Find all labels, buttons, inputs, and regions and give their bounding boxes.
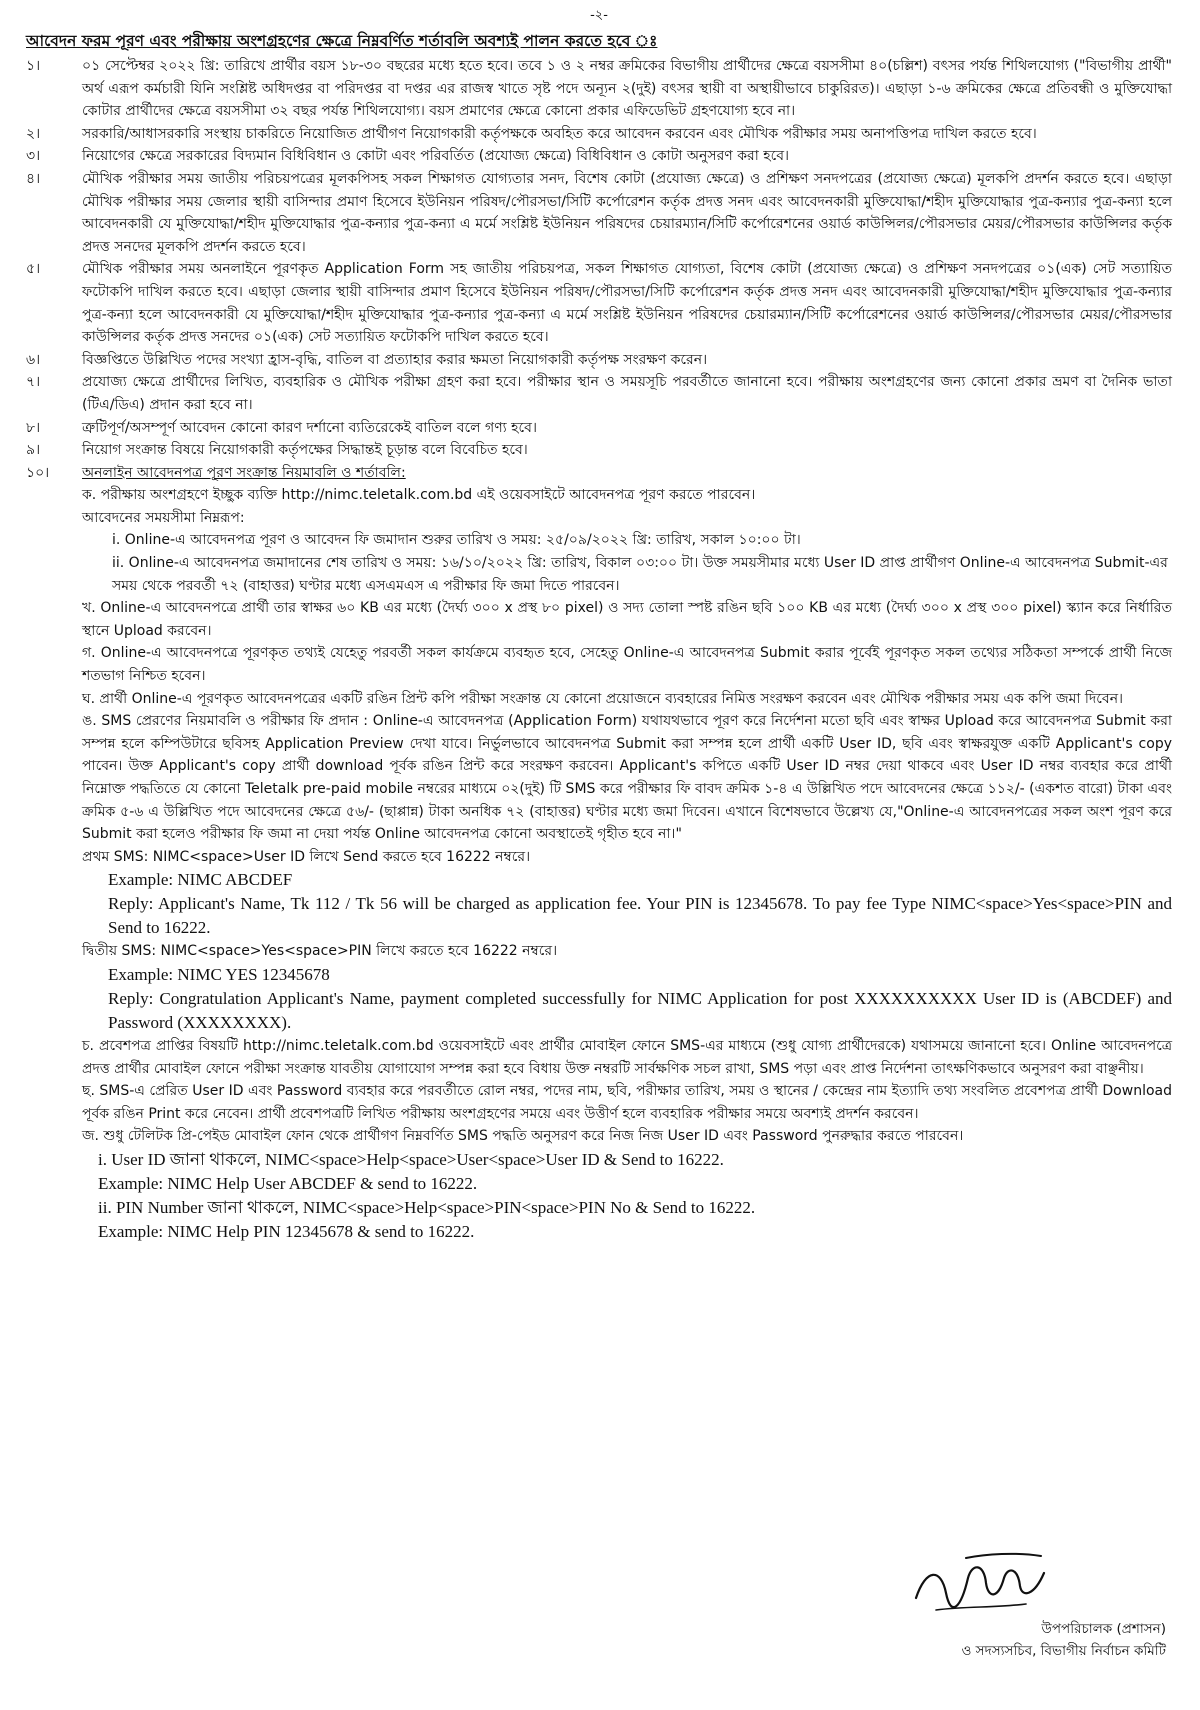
deadline-end: ii. Online-এ আবেদনপত্র জমাদানের শেষ তারিখ ও সময়: ১৬/১০/২০২২ খ্রি: তারিখ, বিকাল ০৩:০০ টা। উক্ত সময়সীমার মধ্যে User ID প্রাপ্ত প্রার্থীগণ Online-এ আবেদনপত্র Submit-এর সময় থেকে পরবর্তী ৭২ (বাহাত্তর) ঘণ্টার মধ্যে এসএমএস এ পরীক্ষার ফি জমা দিতে পারবেন। (112, 555, 1168, 594)
list-item (26, 55, 1172, 123)
rule-gha: ঘ. প্রার্থী Online-এ পূরণকৃত আবেদনপত্রের একটি রঙিন প্রিন্ট কপি পরীক্ষা সংক্রান্ত যে কোনো প্রয়োজনে ব্যবহারের নিমিত্ত সংরক্ষণ করবেন এবং মৌখিক পরীক্ষার সময় এক কপি জমা দিবেন। (82, 690, 1124, 707)
sms-first-reply: Reply: Applicant's Name, Tk 112 / Tk 56 will be charged as application fee. Your PIN is 12345678. To pay fee Type NIMC<space>Yes<space>PIN and Send to 16222. (108, 894, 1172, 938)
deadline-intro: আবেদনের সময়সীমা নিম্নরূপ: (82, 509, 245, 526)
item-text: মৌখিক পরীক্ষার সময় অনলাইনে পূরণকৃত Application Form সহ জাতীয় পরিচয়পত্র, সকল শিক্ষাগত যোগ্যতা, বিশেষ কোটা (প্রযোজ্য ক্ষেত্রে) ও প্রশিক্ষণ সনদপত্রের ০১(এক) সেট সত্যায়িত ফটোকপি দাখিল করতে হবে। এছাড়া জেলার স্থায়ী বাসিন্দার প্রমাণ হিসেবে ইউনিয়ন পরিষদ/পৌরসভা/সিটি কর্পোরেশন কর্তৃক প্রদত্ত সনদ এবং আবেদনকারী মুক্তিযোদ্ধা/শহীদ মুক্তিযোদ্ধার পুত্র-কন্যার পুত্র-কন্যা হলে আবেদনকারী যে মুক্তিযোদ্ধা/শহীদ মুক্তিযোদ্ধার পুত্র-কন্যার পুত্র-কন্যা এ মর্মে সংশ্লিষ্ট ইউনিয়ন পরিষদের চেয়ারম্যান/সিটি কর্পোরেশনের ওয়ার্ড কাউন্সিলর/পৌরসভার মেয়র/পৌরসভার কাউন্সিলর কর্তৃক প্রদত্ত সনদের ০১(এক) সেট সত্যায়িত ফটোকপি দাখিল করতে হবে। (82, 261, 1172, 346)
recover-userid-example: Example: NIMC Help User ABCDEF & send to 16222. (98, 1173, 478, 1193)
list-item (26, 168, 1172, 258)
list-item (26, 417, 1172, 440)
rule-cha: চ. প্রবেশপত্র প্রাপ্তির বিষয়টি http://nimc.teletalk.com.bd ওয়েবসাইটে এবং প্রার্থীর মোবাইল ফোনে SMS-এর মাধ্যমে (শুধু যোগ্য প্রার্থীদেরকে) যথাসময়ে জানানো হবে। Online আবেদনপত্রে প্রদত্ত প্রার্থীর মোবাইল ফোনে পরীক্ষা সংক্রান্ত যাবতীয় যোগাযোগ সম্পন্ন করা হবে বিধায় উক্ত নম্বরটি সার্বক্ষণিক সচল রাখা, SMS পড়া এবং প্রাপ্ত নির্দেশনা তাৎক্ষণিকভাবে অনুসরণ করা বাঞ্ছনীয়। (82, 1037, 1172, 1077)
signatory-title: উপপরিচালক (প্রশাসন) (1041, 1621, 1166, 1637)
list-item (26, 145, 1172, 168)
signature-block (866, 1548, 1166, 1662)
item-text: প্রযোজ্য ক্ষেত্রে প্রার্থীদের লিখিত, ব্যবহারিক ও মৌখিক পরীক্ষা গ্রহণ করা হবে। পরীক্ষার স্থান ও সময়সূচি পরবর্তীতে জানানো হবে। পরীক্ষায় অংশগ্রহণের জন্য কোনো প্রকার ভ্রমণ বা দৈনিক ভাতা (টিএ/ডিএ) প্রদান করা হবে না। (82, 374, 1172, 413)
recover-pin: ii. PIN Number জানা থাকলে, NIMC<space>Help<space>PIN<space>PIN No & Send to 16222. (98, 1197, 756, 1217)
item-number: ১০। (26, 464, 50, 481)
online-rules (26, 484, 1172, 1244)
rule-uo: ঙ. SMS প্রেরণের নিয়মাবলি ও পরীক্ষার ফি প্রদান : Online-এ আবেদনপত্র (Application Form) যথাযথভাবে পূরণ করে নির্দেশনা মতো ছবি এবং স্বাক্ষর Upload করে আবেদনপত্র Submit করা সম্পন্ন হলে কম্পিউটারে ছবিসহ Application Preview দেখা যাবে। নির্ভুলভাবে আবেদনপত্র Submit করা সম্পন্ন হলে প্রার্থী একটি User ID, ছবি এবং স্বাক্ষরযুক্ত একটি Applicant's copy পাবেন। উক্ত Applicant's copy প্রার্থী download পূর্বক রঙিন প্রিন্ট করে সংরক্ষণ করবেন। Applicant's কপিতে একটি User ID নম্বর দেয়া থাকবে এবং User ID নম্বর ব্যবহার করে প্রার্থী নিম্নোক্ত পদ্ধতিতে যে কোনো Teletalk pre-paid mobile নম্বরের মাধ্যমে ০২(দুই) টি SMS করে পরীক্ষার ফি বাবদ ক্রমিক ১-৪ এ উল্লিখিত পদে আবেদনের ক্ষেত্রে ১১২/- (একশত বারো) টাকা এবং ক্রমিক ৫-৬ এ উল্লিখিত পদে আবেদনের ক্ষেত্রে ৫৬/- (ছাপ্পান্ন) টাকা অনধিক ৭২ (বাহাত্তর) ঘণ্টার মধ্যে জমা দিবেন। এখানে বিশেষভাবে উল্লেখ্য যে,"Online-এ আবেদনপত্রের সকল অংশ পূরণ করে Submit করা হলেও পরীক্ষার ফি জমা না দেয়া পর্যন্ত Online আবেদনপত্র কোনো অবস্থাতেই গৃহীত হবে না।" (82, 713, 1172, 843)
rule-ka: ক. পরীক্ষায় অংশগ্রহণে ইচ্ছুক ব্যক্তি http://nimc.teletalk.com.bd এই ওয়েবসাইটে আবেদনপত্র পূরণ করতে পারবেন। (82, 487, 756, 504)
recover-userid: i. User ID জানা থাকলে, NIMC<space>Help<space>User<space>User ID & Send to 16222. (98, 1149, 724, 1169)
item-text: ০১ সেপ্টেম্বর ২০২২ খ্রি: তারিখে প্রার্থীর বয়স ১৮-৩০ বছরের মধ্যে হতে হবে। তবে ১ ও ২ নম্বর ক্রমিকের বিভাগীয় প্রার্থীদের ক্ষেত্রে বয়সসীমা ৪০(চল্লিশ) বৎসর পর্যন্ত শিথিলযোগ্য ("বিভাগীয় প্রার্থী" অর্থ এরূপ কর্মচারী যিনি সংশ্লিষ্ট অধিদপ্তর বা পরিদপ্তর বা দপ্তর এর রাজস্ব খাতে সৃষ্ট পদে অন্যূন ২(দুই) বৎসর স্থায়ী বা অস্থায়ীভাবে চাকুরিরত)। এছাড়া ১-৬ ক্রমিকের ক্ষেত্রে প্রতিবন্ধী ও মুক্তিযোদ্ধা কোটার প্রার্থীদের ক্ষেত্রে বয়সসীমা ৩২ বছর পর্যন্ত শিথিলযোগ্য। বয়স প্রমাণের ক্ষেত্রে কোনো প্রকার এফিডেভিট গ্রহণযোগ্য হবে না। (82, 58, 1172, 120)
sms-second: দ্বিতীয় SMS: NIMC<space>Yes<space>PIN লিখে করতে হবে 16222 নম্বরে। (82, 943, 558, 960)
item-number: ১। (26, 58, 41, 74)
list-item (26, 123, 1172, 146)
conditions-list (26, 55, 1172, 484)
rule-chha: ছ. SMS-এ প্রেরিত User ID এবং Password ব্যবহার করে পরবর্তীতে রোল নম্বর, পদের নাম, ছবি, পরীক্ষার তারিখ, সময় ও স্থানের / কেন্দ্রের নাম ইত্যাদি তথ্য সংবলিত প্রবেশপত্র প্রার্থী Download পূর্বক রঙিন Print করে নেবেন। প্রার্থী প্রবেশপত্রটি লিখিত পরীক্ষায় অংশগ্রহণের সময়ে এবং উত্তীর্ণ হলে ব্যবহারিক পরীক্ষার সময়ে অবশ্যই প্রদর্শন করবেন। (82, 1083, 1172, 1122)
item-number: ৬। (26, 351, 41, 368)
list-item (26, 349, 1172, 372)
list-item (26, 258, 1172, 348)
sms-second-example: Example: NIMC YES 12345678 (108, 964, 330, 984)
deadline-start: i. Online-এ আবেদনপত্র পূরণ ও আবেদন ফি জমাদান শুরুর তারিখ ও সময়: ২৫/০৯/২০২২ খ্রি: তারিখ, সকাল ১০:০০ টা। (112, 532, 801, 549)
item-number: ৫। (26, 261, 41, 278)
item-number: ৮। (26, 419, 41, 436)
list-item (26, 439, 1172, 462)
item-number: ৭। (26, 374, 41, 391)
item-text: ত্রুটিপূর্ণ/অসম্পূর্ণ আবেদন কোনো কারণ দর্শানো ব্যতিরেকেই বাতিল বলে গণ্য হবে। (82, 419, 537, 436)
list-item (26, 371, 1172, 416)
item-text: নিয়োগের ক্ষেত্রে সরকারের বিদ্যমান বিধিবিধান ও কোটা এবং পরিবর্তিত (প্রযোজ্য ক্ষেত্রে) বিধিবিধান ও কোটা অনুসরণ করা হবে। (82, 148, 789, 165)
sms-second-reply: Reply: Congratulation Applicant's Name, payment completed successfully for NIMC Application for post XXXXXXXXXX User ID is (ABCDEF) and Password (XXXXXXXX). (108, 988, 1172, 1032)
page-number: -২- (590, 8, 608, 23)
item-text: নিয়োগ সংক্রান্ত বিষয়ে নিয়োগকারী কর্তৃপক্ষের সিদ্ধান্তই চূড়ান্ত বলে বিবেচিত হবে। (82, 442, 528, 459)
recover-pin-example: Example: NIMC Help PIN 12345678 & send to 16222. (98, 1221, 475, 1241)
item-text: বিজ্ঞপ্তিতে উল্লিখিত পদের সংখ্যা হ্রাস-বৃদ্ধি, বাতিল বা প্রত্যাহার করার ক্ষমতা নিয়োগকারী কর্তৃপক্ষ সংরক্ষণ করেন। (82, 351, 708, 368)
rule-kha: খ. Online-এ আবেদনপত্রে প্রার্থী তার স্বাক্ষর ৬০ KB এর মধ্যে (দৈর্ঘ্য ৩০০ x প্রস্থ ৮০ pixel) ও সদ্য তোলা স্পষ্ট রঙিন ছবি ১০০ KB এর মধ্যে (দৈর্ঘ্য ৩০০ x প্রস্থ ৩০০ pixel) স্ক্যান করে নির্ধারিত স্থানে Upload করবেন। (82, 600, 1172, 639)
item-number: ৩। (26, 148, 41, 165)
online-rules-title: অনলাইন আবেদনপত্র পূরণ সংক্রান্ত নিয়মাবলি ও শর্তাবলি: (82, 464, 406, 481)
rule-ja: জ. শুধু টেলিটক প্রি-পেইড মোবাইল ফোন থেকে প্রার্থীগণ নিম্নবর্ণিত SMS পদ্ধতি অনুসরণ করে নিজ নিজ User ID এবং Password পুনরুদ্ধার করতে পারবেন। (82, 1128, 964, 1145)
item-number: ২। (26, 125, 41, 142)
sms-first-example: Example: NIMC ABCDEF (108, 870, 293, 890)
signatory-designation: ও সদস্যসচিব, বিভাগীয় নির্বাচন কমিটি (961, 1643, 1166, 1659)
handwritten-signature (906, 1548, 1056, 1618)
rule-ga: গ. Online-এ আবেদনপত্রে পূরণকৃত তথ্যই যেহেতু পরবর্তী সকল কার্যক্রমে ব্যবহৃত হবে, সেহেতু Online-এ আবেদনপত্র Submit করার পূর্বেই পূরণকৃত সকল তথ্যের সঠিকতা সম্পর্কে প্রার্থী নিজে শতভাগ নিশ্চিত হবেন। (82, 645, 1172, 685)
sms-first: প্রথম SMS: NIMC<space>User ID লিখে Send করতে হবে 16222 নম্বরে। (82, 848, 531, 865)
item-text: মৌখিক পরীক্ষার সময় জাতীয় পরিচয়পত্রের মূলকপিসহ সকল শিক্ষাগত যোগ্যতার সনদ, বিশেষ কোটা (প্রযোজ্য ক্ষেত্রে) ও প্রশিক্ষণ সনদপত্রের (প্রযোজ্য ক্ষেত্রে) মূলকপি প্রদর্শন করতে হবে। এছাড়া মৌখিক পরীক্ষার সময় জেলার স্থায়ী বাসিন্দার প্রমাণ হিসেবে ইউনিয়ন পরিষদ/পৌরসভা/সিটি কর্পোরেশন কর্তৃক প্রদত্ত সনদ এবং আবেদনকারী মুক্তিযোদ্ধা/শহীদ মুক্তিযোদ্ধার পুত্র-কন্যার পুত্র-কন্যা হলে আবেদনকারী যে মুক্তিযোদ্ধা/শহীদ মুক্তিযোদ্ধার পুত্র-কন্যার পুত্র-কন্যা এ মর্মে সংশ্লিষ্ট ইউনিয়ন পরিষদের চেয়ারম্যান/সিটি কর্পোরেশনের ওয়ার্ড কাউন্সিলর/পৌরসভার মেয়র/পৌরসভার কাউন্সিলর কর্তৃক প্রদত্ত সনদের মূলকপি প্রদর্শন করতে হবে। (82, 170, 1172, 255)
item-number: ৯। (26, 442, 41, 459)
list-item-online-rules (26, 462, 1172, 485)
item-text: সরকারি/আধাসরকারি সংস্থায় চাকরিতে নিয়োজিত প্রার্থীগণ নিয়োগকারী কর্তৃপক্ষকে অবহিত করে আবেদন করবেন এবং মৌখিক পরীক্ষার সময় অনাপত্তিপত্র দাখিল করতে হবে। (82, 125, 1037, 142)
item-number: ৪। (26, 170, 41, 187)
conditions-heading: আবেদন ফরম পূরণ এবং পরীক্ষায় অংশগ্রহণের ক্ষেত্রে নিম্নবর্ণিত শর্তাবলি অবশ্যই পালন করতে হবে ঃ (26, 32, 658, 50)
